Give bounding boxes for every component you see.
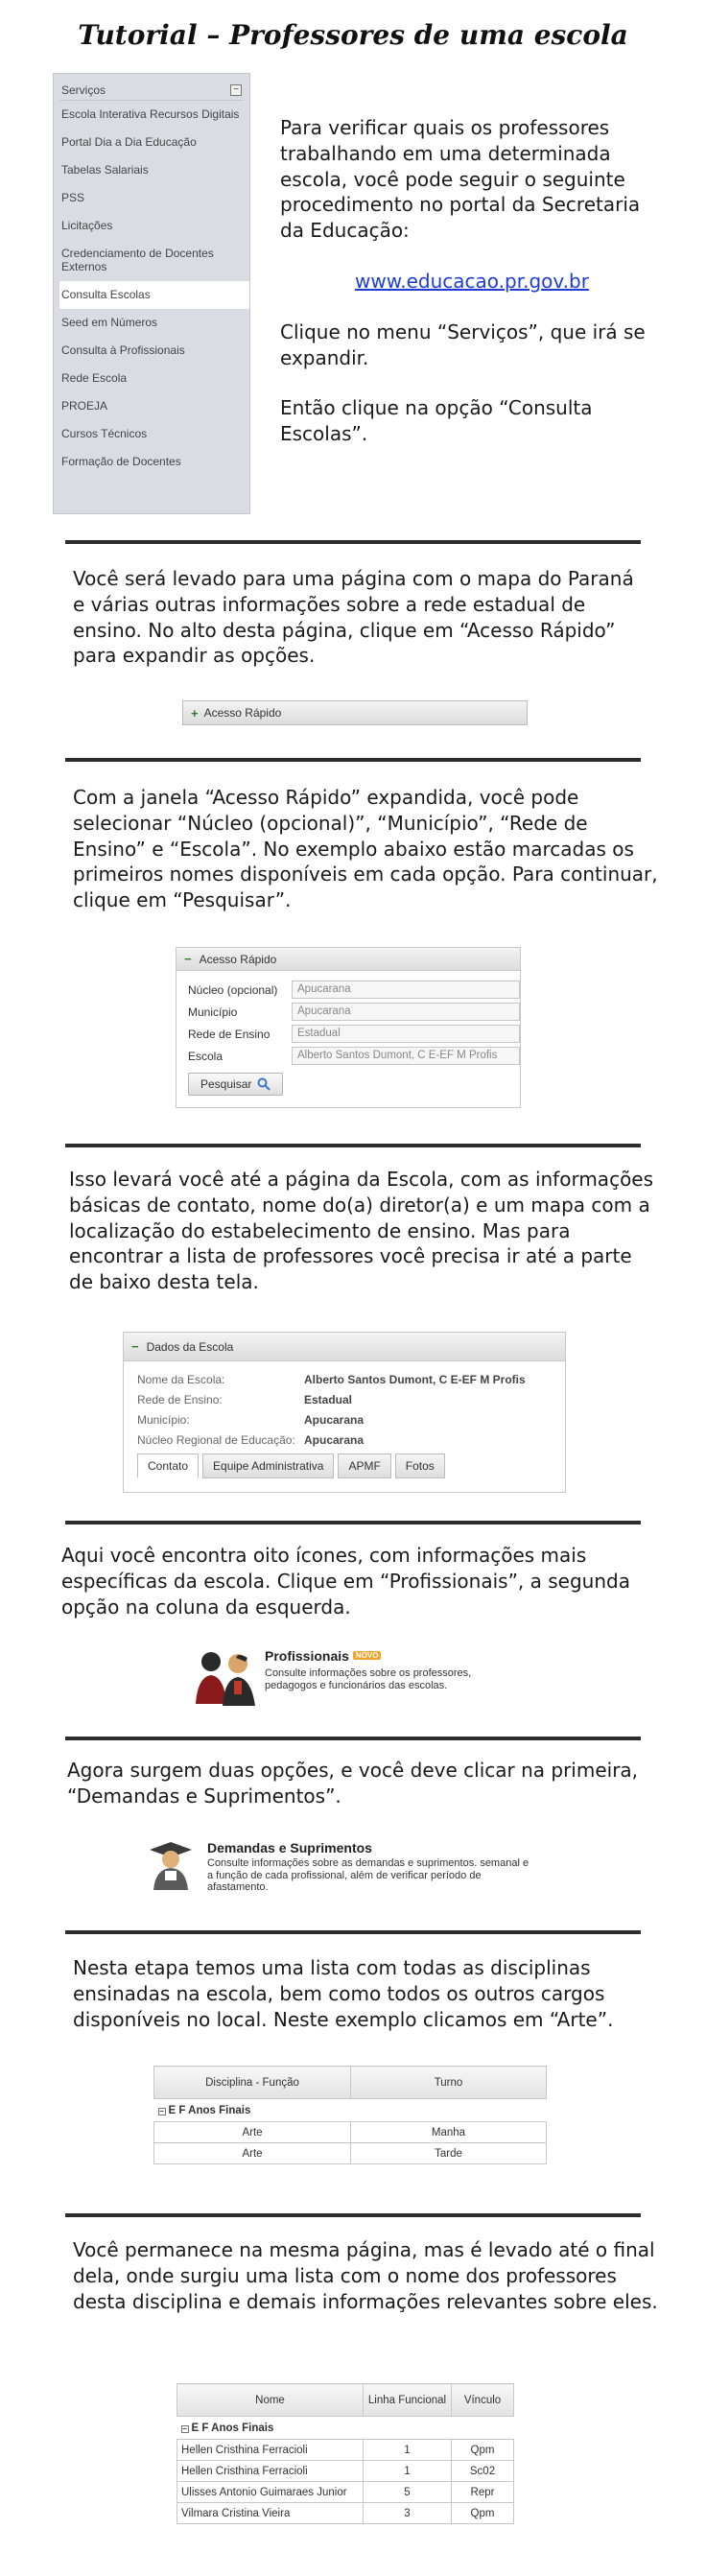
municipio-label: Município xyxy=(188,1004,238,1019)
panel-title: Acesso Rápido xyxy=(199,952,277,966)
profissionais-option[interactable] xyxy=(192,1648,508,1708)
info-row xyxy=(124,1430,565,1450)
divider xyxy=(65,1144,641,1147)
minus-icon: − xyxy=(184,952,192,966)
step2-text: Você será levado para uma página com o mapa do Paraná e várias outras informações sobre a rede estadual de ensino. No alto desta página, clique em “Acesso Rápido” para expandir as opções. xyxy=(73,567,634,668)
expand-icon[interactable]: − xyxy=(182,2423,187,2433)
dados-escola-panel xyxy=(123,1332,566,1493)
new-badge: NOVO xyxy=(353,1651,382,1660)
info-row xyxy=(124,1409,565,1430)
nucleo-select[interactable]: Apucarana xyxy=(292,981,520,999)
info-value: Apucarana xyxy=(304,1432,365,1447)
group-label: E F Anos Finais xyxy=(191,2422,274,2434)
tabs xyxy=(124,1453,565,1478)
cell-vinculo: Sc02 xyxy=(452,2461,514,2482)
column-header: Turno xyxy=(351,2067,547,2099)
info-label: Rede de Ensino: xyxy=(137,1392,223,1406)
menu-item-licitacoes[interactable]: Licitações xyxy=(61,219,113,232)
cell-nome: Ulisses Antonio Guimaraes Junior xyxy=(177,2482,364,2503)
column-header: Disciplina - Função xyxy=(154,2067,351,2099)
step3-text: Com a janela “Acesso Rápido” expandida, você pode selecionar “Núcleo (opcional)”, “Município”, “Rede de Ensino” e “Escola”. No exemplo abaixo estão marcadas os primeiros nomes disponíveis em cada opção. Para continuar, clique em “Pesquisar”. xyxy=(73,786,658,912)
profissionais-title: Profissionais xyxy=(265,1648,349,1664)
table-row xyxy=(177,2482,514,2503)
cell-nome: Hellen Cristhina Ferracioli xyxy=(177,2461,364,2482)
professionals-icon xyxy=(192,1648,261,1708)
pesquisar-label: Pesquisar xyxy=(200,1077,252,1091)
teacher-icon xyxy=(142,1840,201,1892)
pesquisar-button[interactable] xyxy=(188,1073,283,1096)
demandas-description: Consulte informações sobre as demandas e suprimentos. semanal e a função de cada profissional, além de verificar período de afastamento. xyxy=(207,1857,530,1894)
municipio-row xyxy=(176,1001,520,1023)
menu-header[interactable] xyxy=(59,80,244,101)
municipio-select[interactable]: Apucarana xyxy=(292,1003,520,1021)
portal-link[interactable]: www.educacao.pr.gov.br xyxy=(355,269,589,293)
menu-item-formacao-docentes[interactable]: Formação de Docentes xyxy=(61,454,181,468)
nucleo-row xyxy=(176,979,520,1001)
cell-vinculo: Qpm xyxy=(452,2503,514,2524)
divider xyxy=(65,2213,641,2217)
cell-vinculo: Repr xyxy=(452,2482,514,2503)
column-header: Vínculo xyxy=(452,2384,514,2417)
plus-icon: + xyxy=(191,705,199,721)
column-header: Linha Funcional xyxy=(364,2384,452,2417)
tab-fotos[interactable]: Fotos xyxy=(395,1453,445,1478)
info-row xyxy=(124,1369,565,1389)
acesso-rapido-label: Acesso Rápido xyxy=(203,706,282,720)
menu-list xyxy=(59,101,244,476)
divider xyxy=(65,540,641,544)
rede-select[interactable]: Estadual xyxy=(292,1025,520,1043)
group-row[interactable] xyxy=(154,2099,547,2122)
divider xyxy=(65,1521,641,1524)
cell-nome: Vilmara Cristina Vieira xyxy=(177,2503,364,2524)
escola-label: Escola xyxy=(188,1049,224,1063)
divider xyxy=(65,1930,641,1934)
page-title: Tutorial – Professores de uma escola xyxy=(78,19,628,51)
minus-icon: − xyxy=(131,1339,139,1354)
cell-linha: 5 xyxy=(364,2482,452,2503)
services-menu xyxy=(53,73,250,514)
table-row xyxy=(177,2461,514,2482)
menu-item-seed-em-numeros[interactable]: Seed em Números xyxy=(61,315,158,329)
menu-item-consulta-escolas[interactable]: Consulta Escolas xyxy=(59,281,249,309)
step1-instruction-menu: Clique no menu “Serviços”, que irá se expandir. xyxy=(280,319,646,369)
tab-apmf[interactable]: APMF xyxy=(338,1453,390,1478)
acesso-rapido-panel xyxy=(176,947,521,1108)
step4-text: Isso levará você até a página da Escola, com as informações básicas de contato, nome do(a) diretor(a) e um mapa com a localização do estabelecimento de ensino. Mas para encontrar a lista de professores você precisa ir até a parte de baixo desta tela. xyxy=(69,1168,654,1294)
info-label: Núcleo Regional de Educação: xyxy=(137,1432,295,1447)
info-label: Município: xyxy=(137,1412,190,1427)
divider xyxy=(65,758,641,762)
tab-equipe-administrativa[interactable]: Equipe Administrativa xyxy=(202,1453,334,1478)
rede-label: Rede de Ensino xyxy=(188,1027,271,1041)
acesso-rapido-bar[interactable] xyxy=(182,700,528,725)
cell-disciplina[interactable]: Arte xyxy=(154,2143,351,2164)
cell-linha: 1 xyxy=(364,2440,452,2461)
cell-disciplina[interactable]: Arte xyxy=(154,2122,351,2143)
menu-item-portal-dia-a-dia[interactable]: Portal Dia a Dia Educação xyxy=(61,135,197,149)
step1-text xyxy=(280,115,664,472)
dados-escola-title: Dados da Escola xyxy=(146,1339,234,1354)
cell-vinculo: Qpm xyxy=(452,2440,514,2461)
menu-item-proeja[interactable]: PROEJA xyxy=(61,398,108,413)
table-row xyxy=(177,2503,514,2524)
step7-text: Nesta etapa temos uma lista com todas as disciplinas ensinadas na escola, bem como todos os outros cargos disponíveis no local. Neste exemplo clicamos em “Arte”. xyxy=(73,1956,614,2031)
step8-text: Você permanece na mesma página, mas é levado até o final dela, onde surgiu uma lista com o nome dos professores desta disciplina e demais informações relevantes sobre eles. xyxy=(73,2238,658,2313)
disciplinas-table xyxy=(153,2066,547,2164)
tab-contato[interactable]: Contato xyxy=(137,1453,199,1478)
column-header: Nome xyxy=(177,2384,364,2417)
menu-item-cursos-tecnicos[interactable]: Cursos Técnicos xyxy=(61,426,148,440)
collapse-icon[interactable]: − xyxy=(230,84,242,96)
step1-intro: Para verificar quais os professores trabalhando em uma determinada escola, você pode seguir o seguinte procedimento no portal da Secretaria da Educação: xyxy=(280,116,641,243)
escola-row xyxy=(176,1045,520,1067)
demandas-title: Demandas e Suprimentos xyxy=(207,1840,372,1855)
info-label: Nome da Escola: xyxy=(137,1372,225,1386)
menu-item-tabelas-salariais[interactable]: Tabelas Salariais xyxy=(61,163,149,177)
menu-item-rede-escola[interactable]: Rede Escola xyxy=(61,370,128,385)
cell-linha: 1 xyxy=(364,2461,452,2482)
escola-select[interactable]: Alberto Santos Dumont, C E-EF M Profis xyxy=(292,1047,520,1065)
info-value: Alberto Santos Dumont, C E-EF M Profis xyxy=(304,1372,526,1386)
group-row[interactable] xyxy=(177,2417,514,2440)
dados-escola-header[interactable] xyxy=(124,1333,565,1361)
info-value: Apucarana xyxy=(304,1412,365,1427)
menu-item-credenciamento[interactable]: Credenciamento de Docentes Externos xyxy=(61,247,214,274)
cell-turno: Manha xyxy=(351,2122,547,2143)
table-row[interactable] xyxy=(154,2143,547,2164)
step5-text: Aqui você encontra oito ícones, com informações mais específicas da escola. Clique em “Profissionais”, a segunda opção na coluna da esquerda. xyxy=(61,1544,630,1619)
profissionais-description: Consulte informações sobre os professores, pedagogos e funcionários das escolas. xyxy=(265,1667,472,1691)
table-row xyxy=(177,2440,514,2461)
group-label: E F Anos Finais xyxy=(168,2104,251,2116)
demandas-option[interactable] xyxy=(142,1840,554,1894)
rede-row xyxy=(176,1023,520,1045)
cell-turno: Tarde xyxy=(351,2143,547,2164)
info-value: Estadual xyxy=(304,1392,353,1406)
menu-item-pss[interactable]: PSS xyxy=(61,191,85,204)
panel-header[interactable] xyxy=(176,948,520,971)
nucleo-label: Núcleo (opcional) xyxy=(188,982,278,997)
divider xyxy=(65,1737,641,1740)
menu-item-consulta-profissionais[interactable]: Consulta à Profissionais xyxy=(61,343,185,357)
table-row[interactable] xyxy=(154,2122,547,2143)
search-icon xyxy=(257,1077,271,1091)
step1-instruction-option: Então clique na opção “Consulta Escolas”. xyxy=(280,396,593,446)
expand-icon[interactable]: − xyxy=(159,2106,164,2115)
cell-nome: Hellen Cristhina Ferracioli xyxy=(177,2440,364,2461)
cell-linha: 3 xyxy=(364,2503,452,2524)
menu-item-escola-interativa[interactable]: Escola Interativa Recursos Digitais xyxy=(61,107,240,121)
step6-text: Agora surgem duas opções, e você deve clicar na primeira, “Demandas e Suprimentos”. xyxy=(67,1759,639,1808)
professores-table xyxy=(176,2383,514,2524)
info-row xyxy=(124,1389,565,1409)
menu-header-label: Serviços xyxy=(61,83,106,97)
